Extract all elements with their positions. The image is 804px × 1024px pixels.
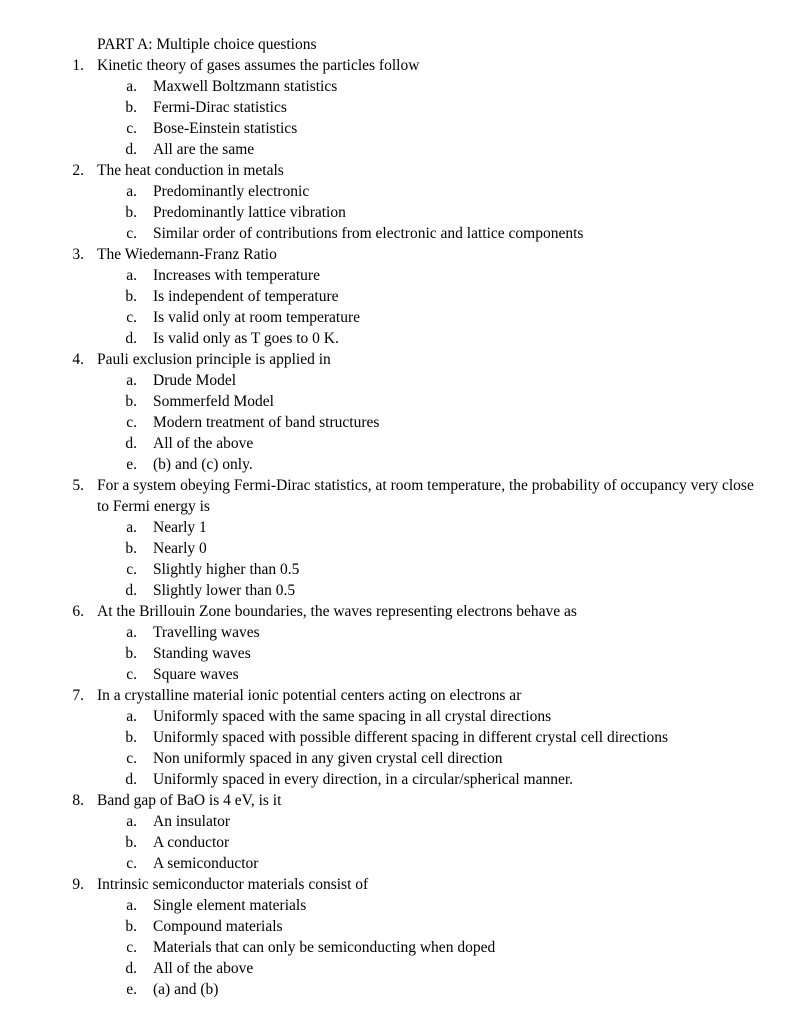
- question-number: 7.: [72, 687, 84, 704]
- answer-option: [0, 853, 764, 874]
- answer-option: [0, 664, 764, 685]
- answer-option: [0, 811, 764, 832]
- option-letter: b.: [125, 834, 137, 851]
- option-letter: d.: [125, 330, 137, 347]
- option-text: Modern treatment of band structures: [153, 414, 380, 431]
- answer-option: [0, 895, 764, 916]
- question-item: [0, 55, 804, 160]
- answer-option: [0, 706, 764, 727]
- option-text: Single element materials: [153, 897, 307, 914]
- answer-option: [0, 643, 764, 664]
- answer-option: [0, 769, 764, 790]
- option-text: Nearly 0: [153, 540, 207, 557]
- answer-option: [0, 328, 764, 349]
- question-number: 2.: [72, 162, 84, 179]
- option-text: Materials that can only be semiconducting when doped: [153, 939, 496, 956]
- option-letter: b.: [125, 645, 137, 662]
- answer-option: [0, 286, 764, 307]
- option-text: Uniformly spaced with possible different spacing in different crystal cell directions: [153, 729, 669, 746]
- option-text: Square waves: [153, 666, 239, 683]
- answer-option: [0, 727, 764, 748]
- option-letter: b.: [125, 288, 137, 305]
- option-letter: b.: [125, 918, 137, 935]
- answer-option: [0, 139, 764, 160]
- answer-option: [0, 580, 764, 601]
- option-letter: d.: [125, 435, 137, 452]
- option-letter: c.: [126, 666, 137, 683]
- question-text: The Wiedemann-Franz Ratio: [97, 246, 277, 263]
- question-item: [0, 874, 804, 1000]
- question-text: The heat conduction in metals: [97, 162, 284, 179]
- answer-option: [0, 181, 764, 202]
- question-number: 3.: [72, 246, 84, 263]
- option-text: Nearly 1: [153, 519, 207, 536]
- question-number: 6.: [72, 603, 84, 620]
- question-text: Pauli exclusion principle is applied in: [97, 351, 331, 368]
- option-letter: c.: [126, 120, 137, 137]
- question-text: In a crystalline material ionic potential centers acting on electrons ar: [97, 687, 522, 704]
- option-letter: a.: [126, 813, 137, 830]
- option-text: Drude Model: [153, 372, 237, 389]
- answer-option: [0, 202, 764, 223]
- option-text: All of the above: [153, 435, 254, 452]
- option-letter: b.: [125, 204, 137, 221]
- option-letter: a.: [126, 708, 137, 725]
- answer-option: [0, 979, 764, 1000]
- option-letter: d.: [125, 771, 137, 788]
- answer-option: [0, 958, 764, 979]
- option-text: Slightly lower than 0.5: [153, 582, 296, 599]
- answer-option: [0, 370, 764, 391]
- question-text: Kinetic theory of gases assumes the particles follow: [97, 57, 420, 74]
- option-letter: a.: [126, 372, 137, 389]
- option-text: (b) and (c) only.: [153, 456, 253, 473]
- section-heading: PART A: Multiple choice questions: [97, 36, 317, 53]
- option-letter: e.: [126, 456, 137, 473]
- option-text: All are the same: [153, 141, 255, 158]
- question-item: [0, 475, 804, 601]
- answer-option: [0, 559, 764, 580]
- answer-option: [0, 223, 764, 244]
- answer-option: [0, 454, 764, 475]
- question-item: [0, 790, 804, 874]
- option-letter: a.: [126, 519, 137, 536]
- option-letter: c.: [126, 414, 137, 431]
- answer-option: [0, 391, 764, 412]
- question-number: 1.: [72, 57, 84, 74]
- question-text: At the Brillouin Zone boundaries, the waves representing electrons behave as: [97, 603, 577, 620]
- question-item: [0, 685, 804, 790]
- option-text: Increases with temperature: [153, 267, 320, 284]
- option-letter: c.: [126, 750, 137, 767]
- answer-option: [0, 832, 764, 853]
- option-text: Maxwell Boltzmann statistics: [153, 78, 338, 95]
- question-text: Intrinsic semiconductor materials consist of: [97, 876, 369, 893]
- option-letter: a.: [126, 78, 137, 95]
- option-text: Predominantly electronic: [153, 183, 310, 200]
- option-letter: c.: [126, 561, 137, 578]
- option-letter: b.: [125, 729, 137, 746]
- question-number: 9.: [72, 876, 84, 893]
- answer-option: [0, 412, 764, 433]
- answer-option: [0, 748, 764, 769]
- answer-option: [0, 937, 764, 958]
- option-text: Travelling waves: [153, 624, 260, 641]
- option-letter: b.: [125, 99, 137, 116]
- answer-option: [0, 622, 764, 643]
- option-text: Slightly higher than 0.5: [153, 561, 300, 578]
- question-number: 8.: [72, 792, 84, 809]
- answer-option: [0, 916, 764, 937]
- question-number: 5.: [72, 477, 84, 494]
- answer-option: [0, 517, 764, 538]
- option-text: Fermi-Dirac statistics: [153, 99, 287, 116]
- option-text: Is independent of temperature: [153, 288, 339, 305]
- option-text: Sommerfeld Model: [153, 393, 274, 410]
- answer-option: [0, 118, 764, 139]
- question-text: For a system obeying Fermi-Dirac statistics, at room temperature, the probability of occupancy very close to Fermi energy is: [97, 477, 754, 515]
- option-letter: c.: [126, 855, 137, 872]
- answer-option: [0, 433, 764, 454]
- option-text: An insulator: [153, 813, 231, 830]
- option-text: Uniformly spaced with the same spacing in all crystal directions: [153, 708, 552, 725]
- option-text: Bose-Einstein statistics: [153, 120, 298, 137]
- question-item: [0, 244, 804, 349]
- answer-option: [0, 76, 764, 97]
- option-letter: a.: [126, 624, 137, 641]
- answer-option: [0, 265, 764, 286]
- option-text: All of the above: [153, 960, 254, 977]
- option-letter: d.: [125, 582, 137, 599]
- option-letter: a.: [126, 897, 137, 914]
- option-letter: a.: [126, 267, 137, 284]
- option-letter: c.: [126, 939, 137, 956]
- option-letter: e.: [126, 981, 137, 998]
- option-text: A semiconductor: [153, 855, 259, 872]
- question-list: [0, 55, 804, 1000]
- question-item: [0, 349, 804, 475]
- option-text: (a) and (b): [153, 981, 219, 998]
- option-letter: b.: [125, 393, 137, 410]
- option-text: Is valid only at room temperature: [153, 309, 361, 326]
- question-number: 4.: [72, 351, 84, 368]
- question-item: [0, 601, 804, 685]
- question-text: Band gap of BaO is 4 eV, is it: [97, 792, 282, 809]
- answer-option: [0, 307, 764, 328]
- option-text: Compound materials: [153, 918, 283, 935]
- option-letter: c.: [126, 309, 137, 326]
- option-letter: b.: [125, 540, 137, 557]
- option-text: A conductor: [153, 834, 230, 851]
- option-text: Standing waves: [153, 645, 251, 662]
- option-text: Predominantly lattice vibration: [153, 204, 346, 221]
- answer-option: [0, 538, 764, 559]
- question-item: [0, 160, 804, 244]
- option-letter: a.: [126, 183, 137, 200]
- option-text: Similar order of contributions from electronic and lattice components: [153, 225, 584, 242]
- answer-option: [0, 97, 764, 118]
- option-letter: d.: [125, 141, 137, 158]
- option-letter: c.: [126, 225, 137, 242]
- option-text: Non uniformly spaced in any given crystal cell direction: [153, 750, 503, 767]
- option-text: Uniformly spaced in every direction, in a circular/spherical manner.: [153, 771, 574, 788]
- option-text: Is valid only as T goes to 0 K.: [153, 330, 339, 347]
- option-letter: d.: [125, 960, 137, 977]
